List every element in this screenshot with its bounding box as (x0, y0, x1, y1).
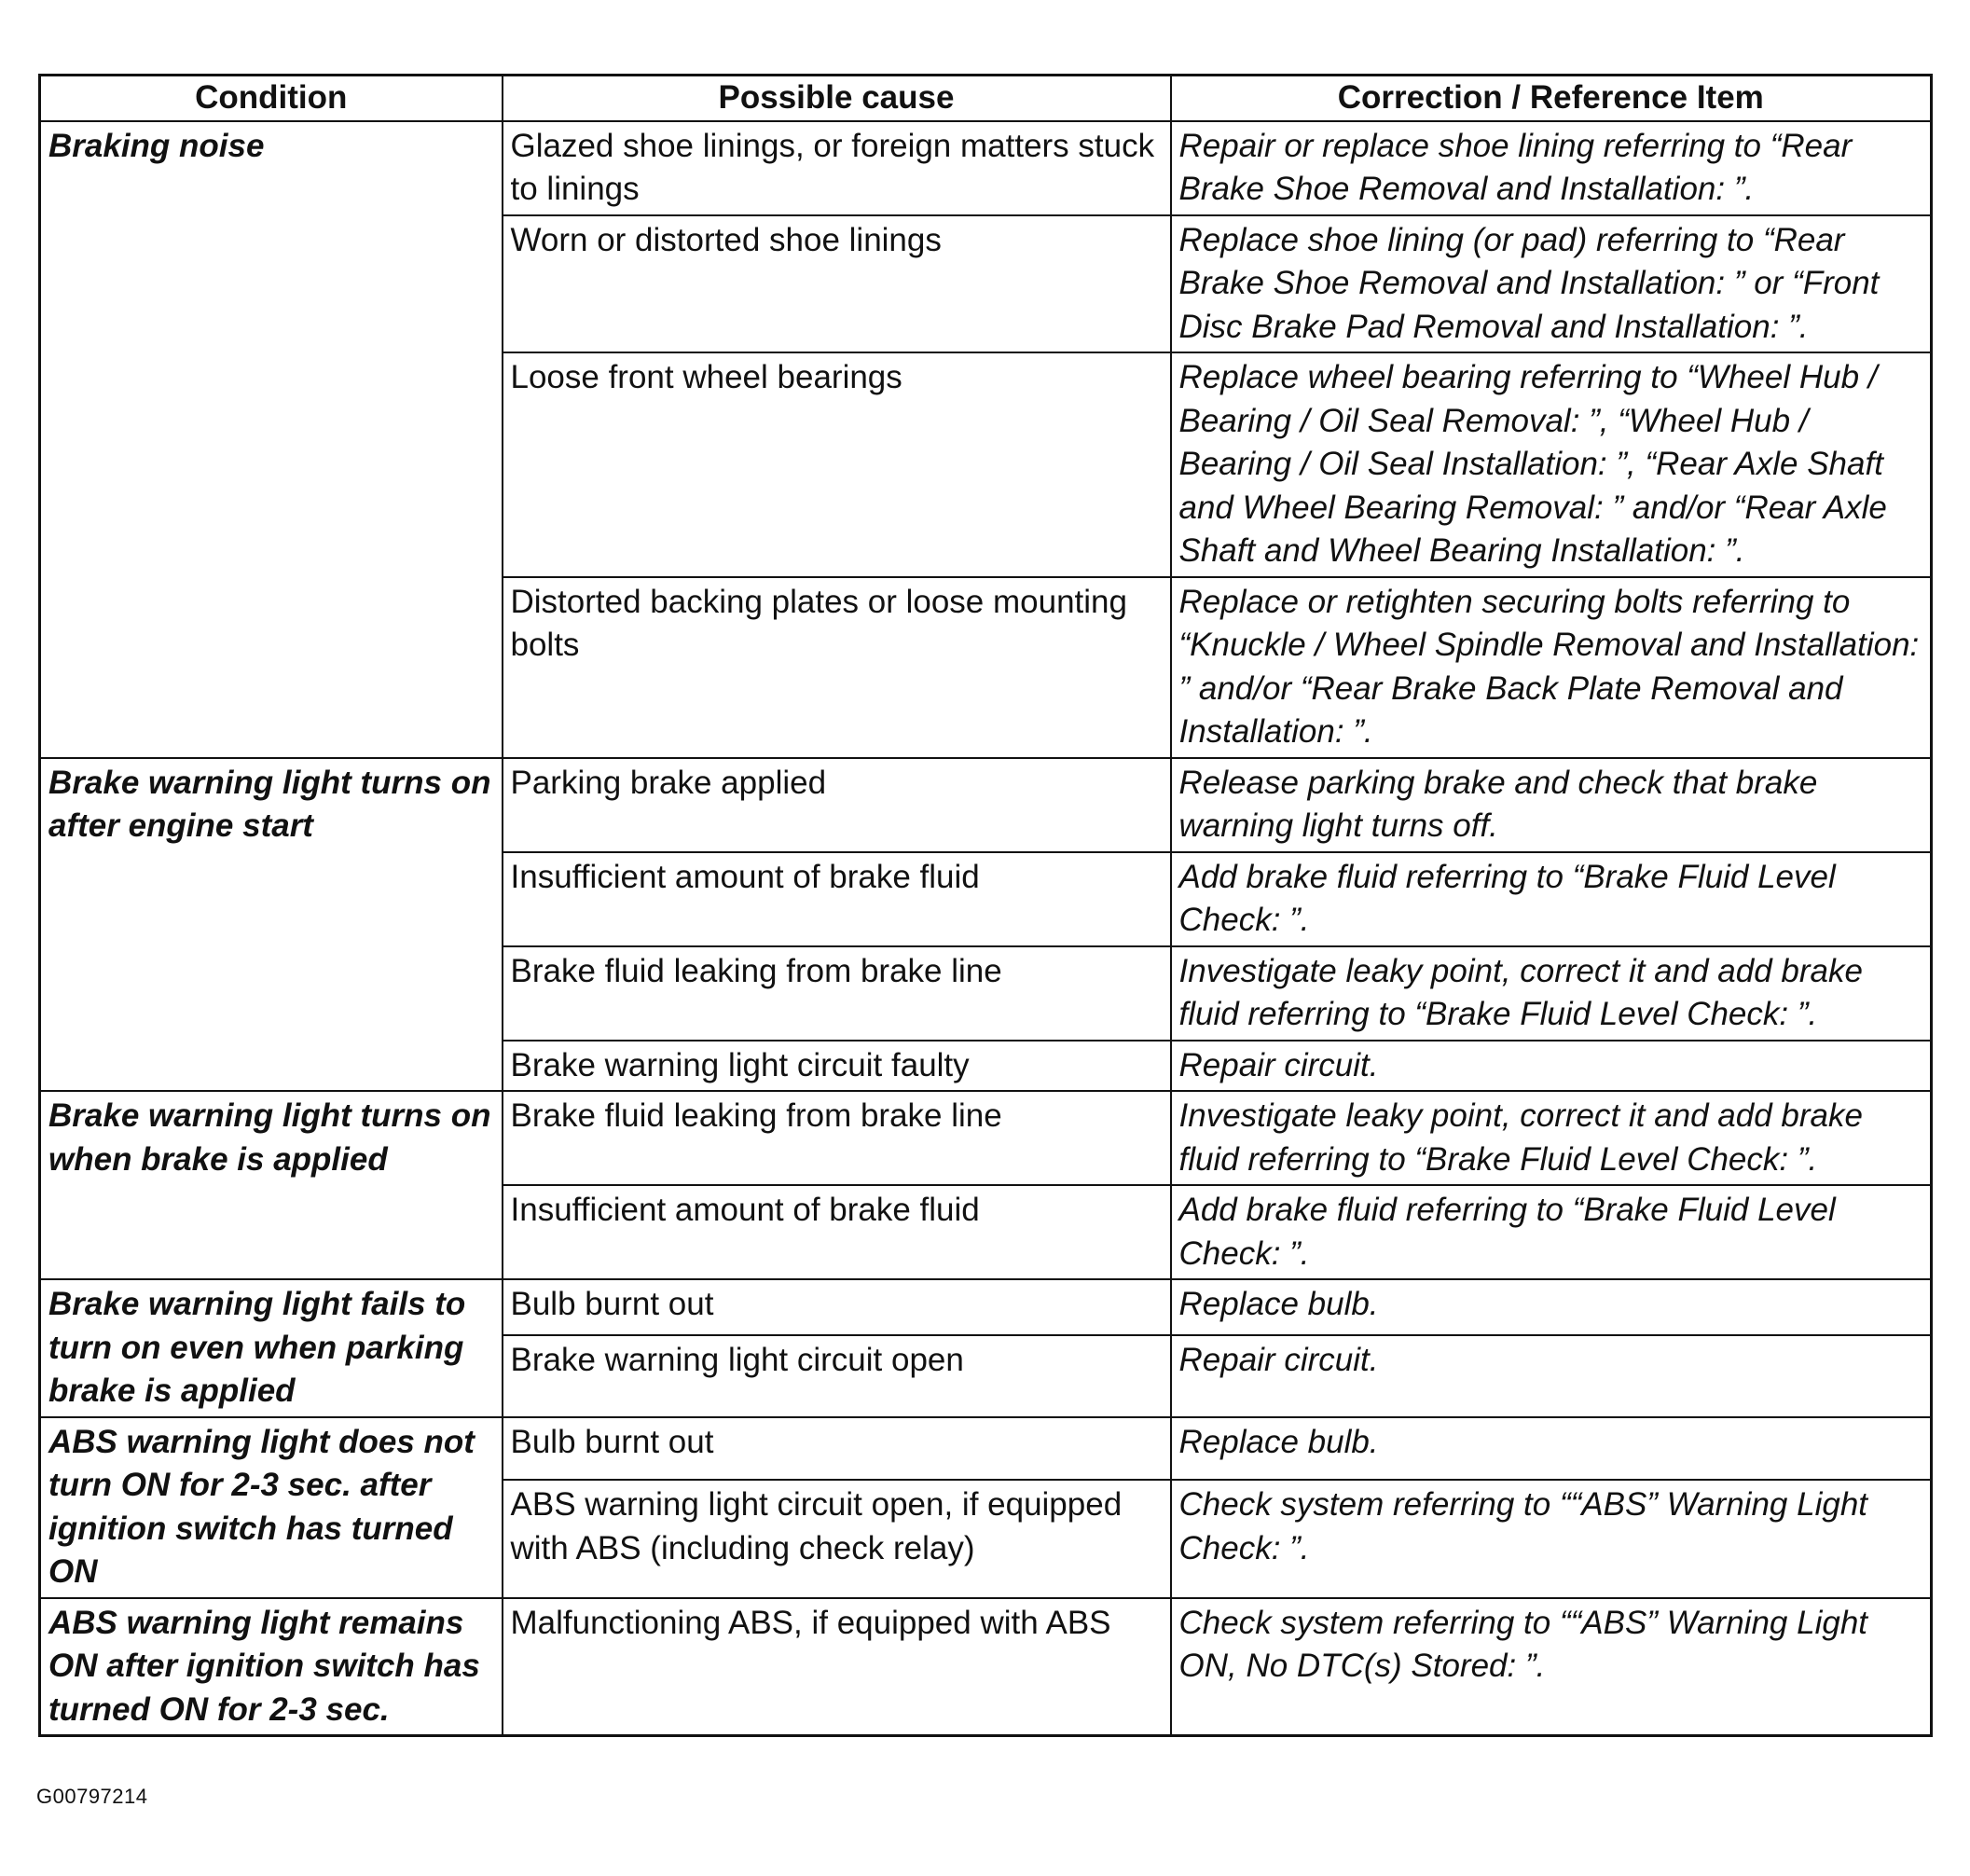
cause-cell: Insufficient amount of brake fluid (503, 1185, 1171, 1279)
cause-cell: Parking brake applied (503, 758, 1171, 852)
cause-cell: Brake warning light circuit open (503, 1335, 1171, 1417)
condition-cell: ABS warning light remains ON after ignition switch has turned ON for 2-3 sec. (40, 1598, 503, 1736)
correction-cell: Repair circuit. (1171, 1041, 1932, 1092)
header-correction: Correction / Reference Item (1171, 76, 1932, 121)
cause-cell: ABS warning light circuit open, if equipped with ABS (including check relay) (503, 1480, 1171, 1597)
correction-cell: Replace wheel bearing referring to “Wheel Hub / Bearing / Oil Seal Removal: ”, “Wheel Hub / Bearing / Oil Seal Installation: ”, “Rear Axle Shaft and Wheel Bearing Removal: ” and/or “Rear Axle Shaft and Wheel Bearing Installation: ”. (1171, 352, 1932, 577)
cause-cell: Brake fluid leaking from brake line (503, 1091, 1171, 1185)
table-header-row (40, 76, 1932, 121)
correction-cell: Replace bulb. (1171, 1279, 1932, 1335)
cause-cell: Loose front wheel bearings (503, 352, 1171, 577)
correction-cell: Replace bulb. (1171, 1417, 1932, 1481)
header-possible-cause: Possible cause (503, 76, 1171, 121)
table-row (40, 1091, 1932, 1185)
correction-cell: Replace or retighten securing bolts referring to “Knuckle / Wheel Spindle Removal and Installation: ” and/or “Rear Brake Back Plate Removal and Installation: ”. (1171, 577, 1932, 758)
condition-cell: Brake warning light turns on when brake is applied (40, 1091, 503, 1279)
table-row (40, 121, 1932, 215)
correction-cell: Repair or replace shoe lining referring to “Rear Brake Shoe Removal and Installation: ”. (1171, 121, 1932, 215)
condition-cell: ABS warning light does not turn ON for 2-3 sec. after ignition switch has turned ON (40, 1417, 503, 1598)
correction-cell: Add brake fluid referring to “Brake Fluid Level Check: ”. (1171, 1185, 1932, 1279)
figure-id-label: G00797214 (36, 1785, 148, 1808)
cause-cell: Distorted backing plates or loose mounting bolts (503, 577, 1171, 758)
header-condition: Condition (40, 76, 503, 121)
cause-cell: Bulb burnt out (503, 1279, 1171, 1335)
cause-cell: Brake warning light circuit faulty (503, 1041, 1171, 1092)
cause-cell: Glazed shoe linings, or foreign matters stuck to linings (503, 121, 1171, 215)
table-row (40, 758, 1932, 852)
correction-cell: Add brake fluid referring to “Brake Fluid Level Check: ”. (1171, 852, 1932, 946)
correction-cell: Investigate leaky point, correct it and add brake fluid referring to “Brake Fluid Level Check: ”. (1171, 1091, 1932, 1185)
cause-cell: Brake fluid leaking from brake line (503, 946, 1171, 1041)
table-row (40, 1598, 1932, 1736)
cause-cell: Bulb burnt out (503, 1417, 1171, 1481)
correction-cell: Repair circuit. (1171, 1335, 1932, 1417)
condition-cell: Brake warning light fails to turn on even when parking brake is applied (40, 1279, 503, 1417)
correction-cell: Check system referring to ““ABS” Warning Light ON, No DTC(s) Stored: ”. (1171, 1598, 1932, 1736)
correction-cell: Investigate leaky point, correct it and add brake fluid referring to “Brake Fluid Level Check: ”. (1171, 946, 1932, 1041)
table-row (40, 1417, 1932, 1481)
diagnosis-table (38, 74, 1933, 1737)
cause-cell: Insufficient amount of brake fluid (503, 852, 1171, 946)
correction-cell: Release parking brake and check that brake warning light turns off. (1171, 758, 1932, 852)
correction-cell: Check system referring to ““ABS” Warning Light Check: ”. (1171, 1480, 1932, 1597)
cause-cell: Worn or distorted shoe linings (503, 215, 1171, 353)
condition-cell: Braking noise (40, 121, 503, 758)
correction-cell: Replace shoe lining (or pad) referring to “Rear Brake Shoe Removal and Installation: ” or “Front Disc Brake Pad Removal and Installation: ”. (1171, 215, 1932, 353)
table-row (40, 1279, 1932, 1335)
condition-cell: Brake warning light turns on after engine start (40, 758, 503, 1092)
cause-cell: Malfunctioning ABS, if equipped with ABS (503, 1598, 1171, 1736)
